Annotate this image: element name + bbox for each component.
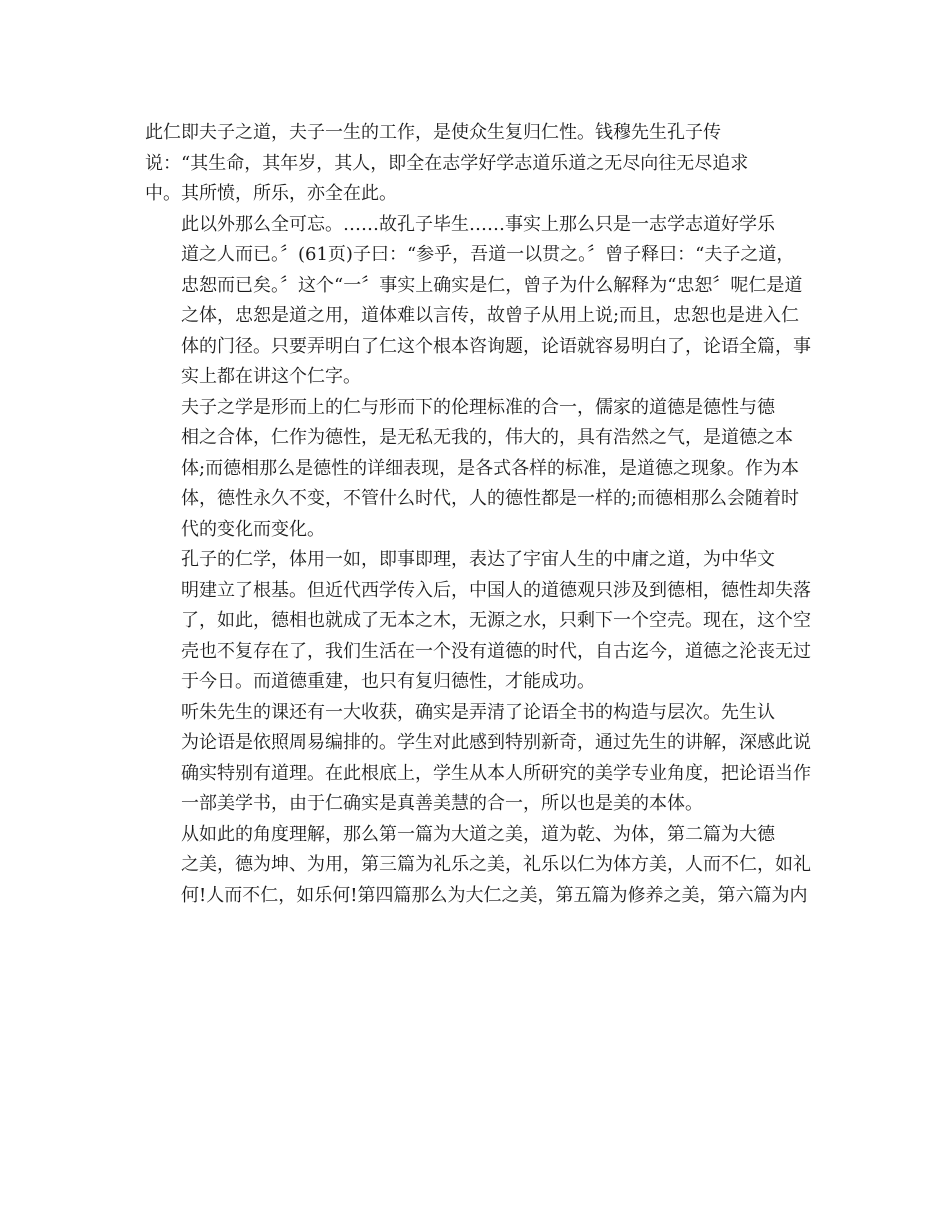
text-line: 说：“其生命，其年岁，其人，即全在志学好学志道乐道之无尽向往无尽追求 (145, 152, 749, 174)
text-line: 实上都在讲这个仁字。 (181, 366, 361, 387)
document-body (145, 118, 811, 911)
text-line: 确实特别有道理。在此根底上，学生从本人所研究的美学专业角度，把论语当作 (181, 762, 811, 784)
text-line: 从如此的角度理解，那么第一篇为大道之美，道为乾、为体，第二篇为大德 (181, 823, 775, 845)
text-line: 夫子之学是形而上的仁与形而下的伦理标准的合一，儒家的道德是德性与德 (181, 396, 775, 418)
text-line: 相之合体，仁作为德性，是无私无我的，伟大的，具有浩然之气，是道德之本 (181, 427, 793, 448)
text-line: 壳也不复存在了，我们生活在一个没有道德的时代，自古迄今，道德之沦丧无过 (181, 640, 811, 662)
text-line: 之体，忠恕是道之用，道体难以言传，故曾子从用上说;而且，忠恕也是进入仁 (181, 305, 800, 326)
text-line: 何!人而不仁，如乐何!第四篇那么为大仁之美，第五篇为修养之美，第六篇为内 (181, 884, 808, 906)
text-line: 于今日。而道德重建，也只有复归德性，才能成功。 (181, 671, 595, 692)
text-line: 道之人而已。〞(61页)子曰：“参乎，吾道一以贯之。〞曾子释曰：“夫子之道， (181, 244, 795, 265)
text-line: 听朱先生的课还有一大收获，确实是弄清了论语全书的构造与层次。先生认 (181, 701, 775, 723)
text-line: 中。其所愤，所乐，亦全在此。 (145, 183, 397, 204)
text-line: 明建立了根基。但近代西学传入后，中国人的道德观只涉及到德相，德性却失落 (181, 579, 811, 601)
text-line: 之美，德为坤、为用，第三篇为礼乐之美，礼乐以仁为体方美，人而不仁，如礼 (181, 854, 811, 875)
text-line: 为论语是依照周易编排的。学生对此感到特别新奇，通过先生的讲解，深感此说 (181, 732, 811, 753)
text-line: 孔子的仁学，体用一如，即事即理，表达了宇宙人生的中庸之道，为中华文 (181, 549, 775, 570)
text-line: 体，德性永久不变，不管什么时代，人的德性都是一样的;而德相那么会随着时 (181, 488, 800, 509)
text-line: 此仁即夫子之道，夫子一生的工作，是使众生复归仁性。钱穆先生孔子传 (145, 122, 721, 143)
paragraph (145, 118, 805, 210)
text-line: 体的门径。只要弄明白了仁这个根本咨询题，论语就容易明白了，论语全篇，事 (181, 335, 811, 357)
text-line: 忠恕而已矣。〞这个“一〞事实上确实是仁，曾子为什么解释为“忠恕〞呢仁是道 (181, 274, 803, 296)
text-line: 此以外那么全可忘。……故孔子毕生……事实上那么只是一志学志道好学乐 (181, 213, 775, 235)
paragraph (145, 545, 811, 698)
text-line: 了，如此，德相也就成了无本之木，无源之水，只剩下一个空壳。现在，这个空 (181, 610, 811, 631)
paragraph (145, 393, 805, 546)
paragraph (145, 820, 811, 912)
paragraph (145, 210, 811, 393)
paragraph (145, 698, 811, 820)
text-line: 代的变化而变化。 (181, 518, 325, 540)
text-line: 体;而德相那么是德性的详细表现，是各式各样的标准，是道德之现象。作为本 (181, 457, 800, 479)
text-line: 一部美学书，由于仁确实是真善美慧的合一，所以也是美的本体。 (181, 793, 703, 814)
